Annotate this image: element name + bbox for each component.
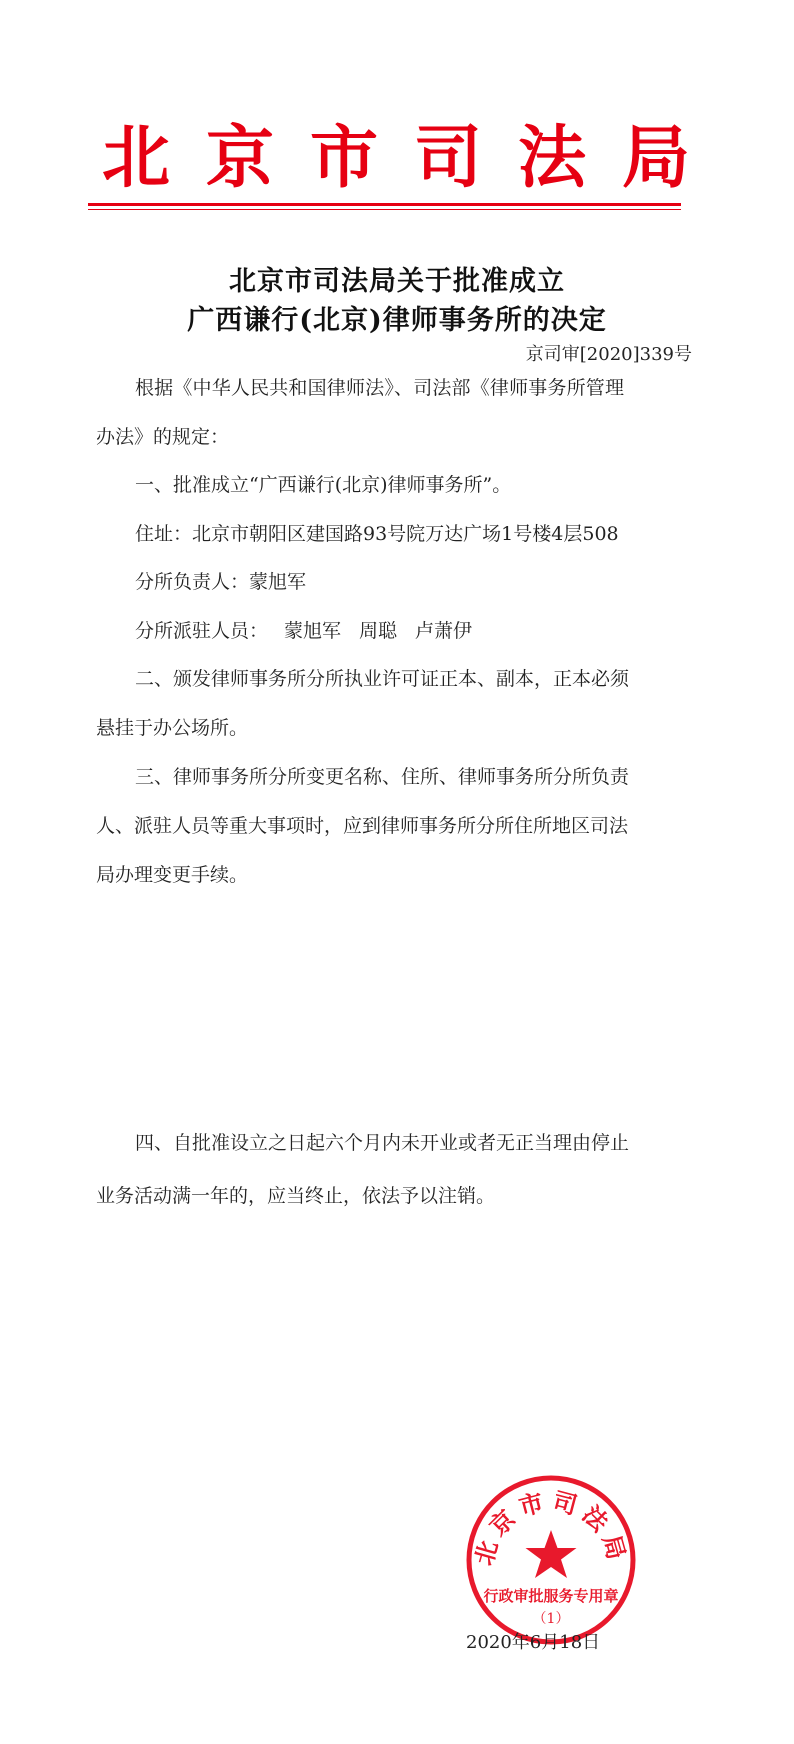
item-2-line1: 二、颁发律师事务所分所执业许可证正本、副本，正本必须 (135, 668, 630, 690)
document-title-line2: 广西谦行(北京)律师事务所的决定 (187, 305, 607, 336)
official-seal (463, 1472, 639, 1648)
letterhead-char: 法 (517, 118, 586, 198)
seal-number: （1） (532, 1611, 570, 1627)
item-3-line1: 三、律师事务所分所变更名称、住所、律师事务所分所负责 (135, 766, 630, 788)
paragraph-intro-line1: 根据《中华人民共和国律师法》、司法部《律师事务所管理 (135, 377, 624, 399)
letterhead-rule-thick (88, 203, 681, 206)
letterhead (96, 118, 696, 198)
letterhead-char: 京 (205, 118, 274, 198)
document-title-line1: 北京市司法局关于批准成立 (229, 266, 565, 297)
item-4-line2: 业务活动满一年的，应当终止，依法予以注销。 (96, 1185, 496, 1207)
paragraph-intro-line2: 办法》的规定： (96, 426, 230, 448)
item-1: 一、批准成立“广西谦行(北京)律师事务所”。 (135, 474, 512, 496)
branch-head-line: 分所负责人：蒙旭军 (135, 571, 307, 593)
seal-top-text: 北京市司法局 (468, 1485, 634, 1569)
item-3-line3: 局办理变更手续。 (96, 864, 249, 886)
letterhead-char: 司 (413, 118, 482, 198)
letterhead-rule-thin (88, 209, 681, 210)
staff-name: 卢萧伊 (415, 620, 473, 642)
address-line: 住址：北京市朝阳区建国路93号院万达广场1号楼4层508 (135, 523, 619, 545)
item-2-line2: 悬挂于办公场所。 (96, 717, 249, 739)
item-3-line2: 人、派驻人员等重大事项时，应到律师事务所分所住所地区司法 (96, 815, 629, 837)
document-number: 京司审[2020]339号 (525, 344, 692, 365)
star-icon (526, 1530, 577, 1578)
letterhead-char: 市 (309, 118, 378, 198)
staff-label: 分所派驻人员： (135, 620, 269, 642)
staff-line (135, 617, 472, 645)
staff-name: 周聪 (359, 620, 398, 642)
staff-name: 蒙旭军 (284, 620, 342, 642)
letterhead-char: 北 (101, 118, 170, 198)
item-4-line1: 四、自批准设立之日起六个月内未开业或者无正当理由停止 (135, 1132, 630, 1154)
document-date: 2020年6月18日 (466, 1632, 601, 1653)
letterhead-char: 局 (621, 118, 690, 198)
seal-bottom-text: 行政审批服务专用章 (483, 1587, 619, 1605)
